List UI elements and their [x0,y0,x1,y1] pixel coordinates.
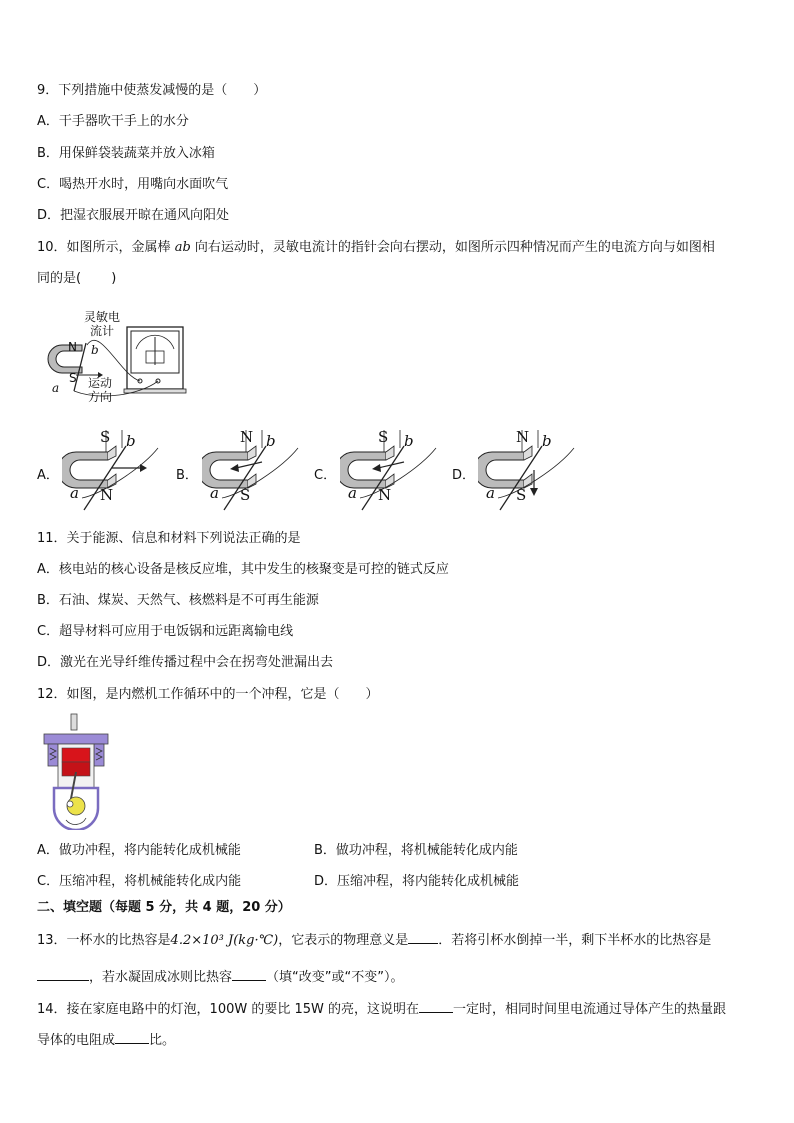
q11-option-c: C．超导材料可应用于电饭锅和远距离输电线 [37,624,294,639]
q12-option-d: D．压缩冲程，将内能转化成机械能 [314,874,520,889]
q10-figure-end-b: b [91,343,99,357]
q11-option-b: B．石油、煤炭、天然气、核燃料是不可再生能源 [37,593,319,608]
q10-option-1-end-a: a [210,484,219,502]
q9-option-a: A．干手器吹干手上的水分 [37,114,189,129]
q14-line1: 14．接在家庭电路中的灯泡，100W 的要比 15W 的亮，这说明在 一定时，相同时间里电流通过导体产生的热量跟 [37,1002,727,1017]
q13-formula: 4.2×10³ J(kg·℃) [170,933,279,948]
q12-option-a: A．做功冲程，将内能转化成机械能 [37,843,241,858]
q10-option-0-end-b: b [126,432,136,450]
q10-option-3-end-a: a [486,484,495,502]
q10-galvanometer-label-2: 流计 [90,324,115,338]
q14-line2: 导体的电阻成 比。 [37,1033,176,1048]
q12-engine-figure [40,712,112,830]
q14-blank-1 [419,1000,453,1013]
q12-option-b: B．做功冲程，将机械能转化成内能 [314,843,518,858]
q10-figure-motion-label-1: 运动 [88,376,113,390]
q10-option-1-label: B． [176,468,198,483]
section-2-title: 二、填空题（每题 5 分，共 4 题，20 分） [37,900,291,915]
q10-option-2-label: C． [314,468,337,483]
q10-option-b-arrow-icon [230,464,239,472]
q10-option-2-end-a: a [348,484,357,502]
q10-option-3-bottom-pole: S [516,486,527,504]
q9-option-b: B．用保鲜袋装蔬菜并放入冰箱 [37,146,215,161]
q14-blank-2 [115,1031,149,1044]
q13-line1: 13．一杯水的比热容是4.2×10³ J(kg·℃)，它表示的物理意义是 ．若将引杯水倒掉一半，剩下半杯水的比热容是 [37,933,712,948]
q11-option-d: D．激光在光导纤维传播过程中会在拐弯处泄漏出去 [37,655,334,670]
q10-option-c-arrow-icon [372,464,381,472]
q13-line2: ，若水凝固成冰则比热容 （填“改变”或“不变”）。 [37,968,403,986]
q9-option-d: D．把湿衣服展开晾在通风向阳处 [37,208,230,223]
q12-stem: 12．如图，是内燃机工作循环中的一个冲程，它是（ ） [37,687,379,702]
q10-option-d-arrow-icon [530,488,538,496]
q11-stem: 11．关于能源、信息和材料下列说法正确的是 [37,531,301,546]
q12-option-c: C．压缩冲程，将机械能转化成内能 [37,874,242,889]
q10-stem-line1: 10．如图所示，金属棒 ab 向右运动时，灵敏电流计的指针会向右摆动，如图所示四种情况而产生的电流方向与如图相 [37,240,715,255]
q10-option-3-label: D． [452,468,476,483]
q9-stem: 9．下列措施中使蒸发减慢的是（ ） [37,83,267,98]
q10-option-arrows [0,0,794,560]
q9-option-c: C．喝热开水时，用嘴向水面吹气 [37,177,229,192]
q10-figure-pole-n: N [68,340,77,354]
q10-option-a-arrow-icon [140,464,147,472]
q10-option-2-top-pole: S [378,428,389,446]
q10-option-3-top-pole: N [516,428,530,446]
q10-option-3-end-b: b [542,432,552,450]
q13-blank-1 [408,931,438,944]
q10-option-0-top-pole: S [100,428,111,446]
q10-option-0-bottom-pole: N [100,486,114,504]
q10-option-2-end-b: b [404,432,414,450]
q13-blank-3 [232,968,266,981]
q10-option-1-top-pole: N [240,428,254,446]
q10-option-1-bottom-pole: S [240,486,251,504]
q10-option-0-end-a: a [70,484,79,502]
q11-option-a: A．核电站的核心设备是核反应堆，其中发生的核聚变是可控的链式反应 [37,562,449,577]
q10-stem-line2: 同的是( ) [37,271,117,286]
q10-option-1-end-b: b [266,432,276,450]
q10-option-2-bottom-pole: N [378,486,392,504]
q10-option-0-label: A． [37,468,59,483]
q10-figure-pole-s: S [69,371,77,385]
q10-figure-end-a: a [52,381,60,395]
q10-figure-motion-label-2: 方向 [88,390,113,404]
q13-blank-2 [37,968,89,981]
q10-galvanometer-label-1: 灵敏电 [84,310,121,324]
